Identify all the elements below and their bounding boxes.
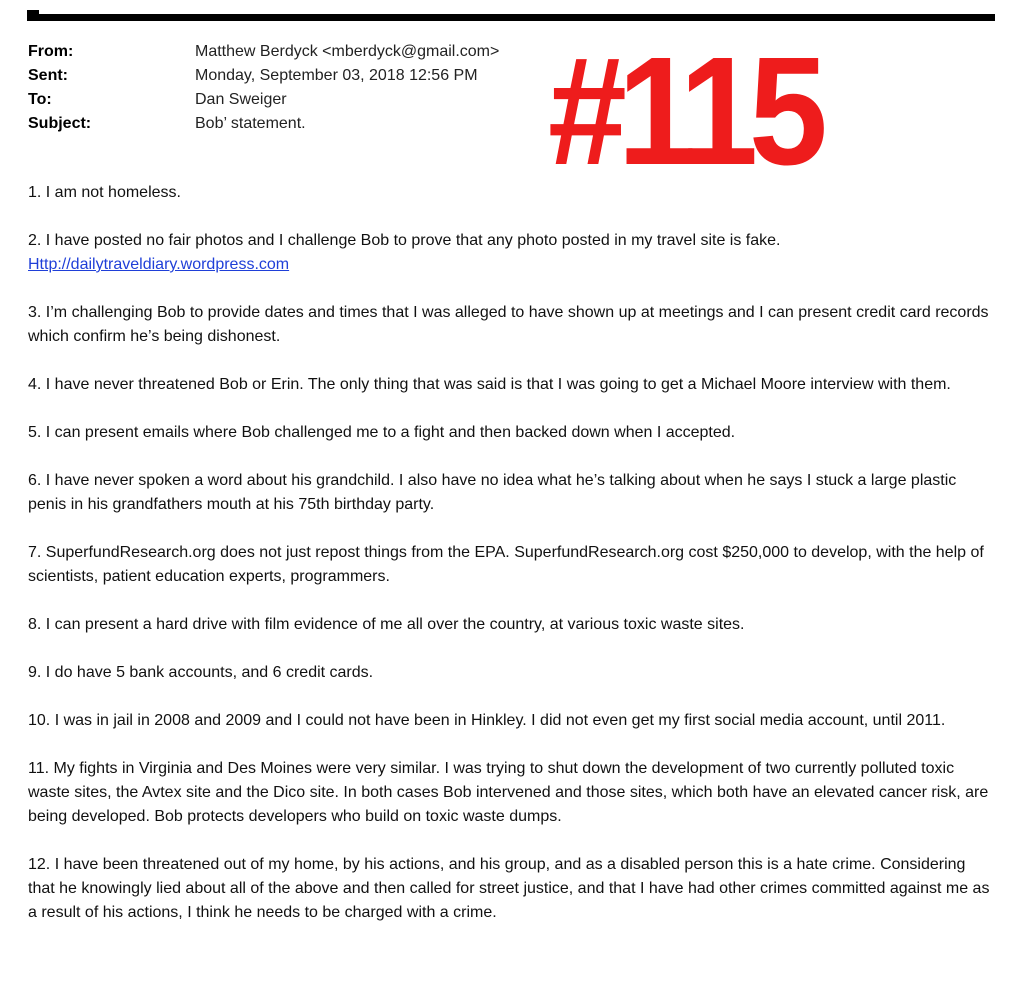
statement-2-text: 2. I have posted no fair photos and I challenge Bob to prove that any photo posted in my travel site is fake. — [28, 232, 781, 249]
from-value: Matthew Berdyck <mberdyck@gmail.com> — [195, 43, 500, 60]
sent-row — [28, 64, 499, 88]
email-body — [28, 181, 990, 949]
statement-7: 7. SuperfundResearch.org does not just repost things from the EPA. SuperfundResearch.org cost $250,000 to develop, with the help of scientists, patient education experts, programmers. — [28, 544, 984, 585]
email-header — [28, 40, 499, 136]
statement-12: 12. I have been threatened out of my home, by his actions, and his group, and as a disabled person this is a hate crime. Considering that he knowingly lied about all of the above and then called for street justice, and that I have had other crimes committed against me as a result of his actions, I think he needs to be charged with a crime. — [28, 856, 990, 921]
to-row — [28, 88, 499, 112]
statement-2 — [28, 229, 990, 277]
statement-8: 8. I can present a hard drive with film evidence of me all over the country, at various toxic waste sites. — [28, 616, 745, 633]
statement-5: 5. I can present emails where Bob challenged me to a fight and then backed down when I accepted. — [28, 424, 736, 441]
subject-value: Bob’ statement. — [195, 115, 306, 132]
subject-label: Subject: — [28, 115, 92, 132]
travel-site-link[interactable]: Http://dailytraveldiary.wordpress.com — [28, 256, 290, 273]
statement-4: 4. I have never threatened Bob or Erin. The only thing that was said is that I was going to get a Michael Moore interview with them. — [28, 376, 951, 393]
exhibit-number-stamp: #115 — [548, 25, 819, 197]
to-label: To: — [28, 91, 52, 108]
from-label: From: — [28, 43, 74, 60]
from-row — [28, 40, 499, 64]
to-value: Dan Sweiger — [195, 91, 287, 108]
subject-row — [28, 112, 499, 136]
statement-9: 9. I do have 5 bank accounts, and 6 credit cards. — [28, 664, 374, 681]
statement-1: 1. I am not homeless. — [28, 184, 181, 201]
sent-value: Monday, September 03, 2018 12:56 PM — [195, 67, 478, 84]
sent-label: Sent: — [28, 67, 68, 84]
statement-11: 11. My fights in Virginia and Des Moines were very similar. I was trying to shut down the development of two currently polluted toxic waste sites, the Avtex site and the Dico site. In both cases Bob intervened and those sites, which both have an elevated cancer risk, are being developed. Bob protects developers who build on toxic waste dumps. — [28, 760, 989, 825]
statement-3: 3. I’m challenging Bob to provide dates and times that I was alleged to have shown up at meetings and I can present credit card records which confirm he’s being dishonest. — [28, 304, 989, 345]
statement-6: 6. I have never spoken a word about his grandchild. I also have no idea what he’s talking about when he says I stuck a large plastic penis in his grandfathers mouth at his 75th birthday party. — [28, 472, 957, 513]
top-rule — [27, 14, 995, 21]
statement-10: 10. I was in jail in 2008 and 2009 and I could not have been in Hinkley. I did not even get my first social media account, until 2011. — [28, 712, 946, 729]
